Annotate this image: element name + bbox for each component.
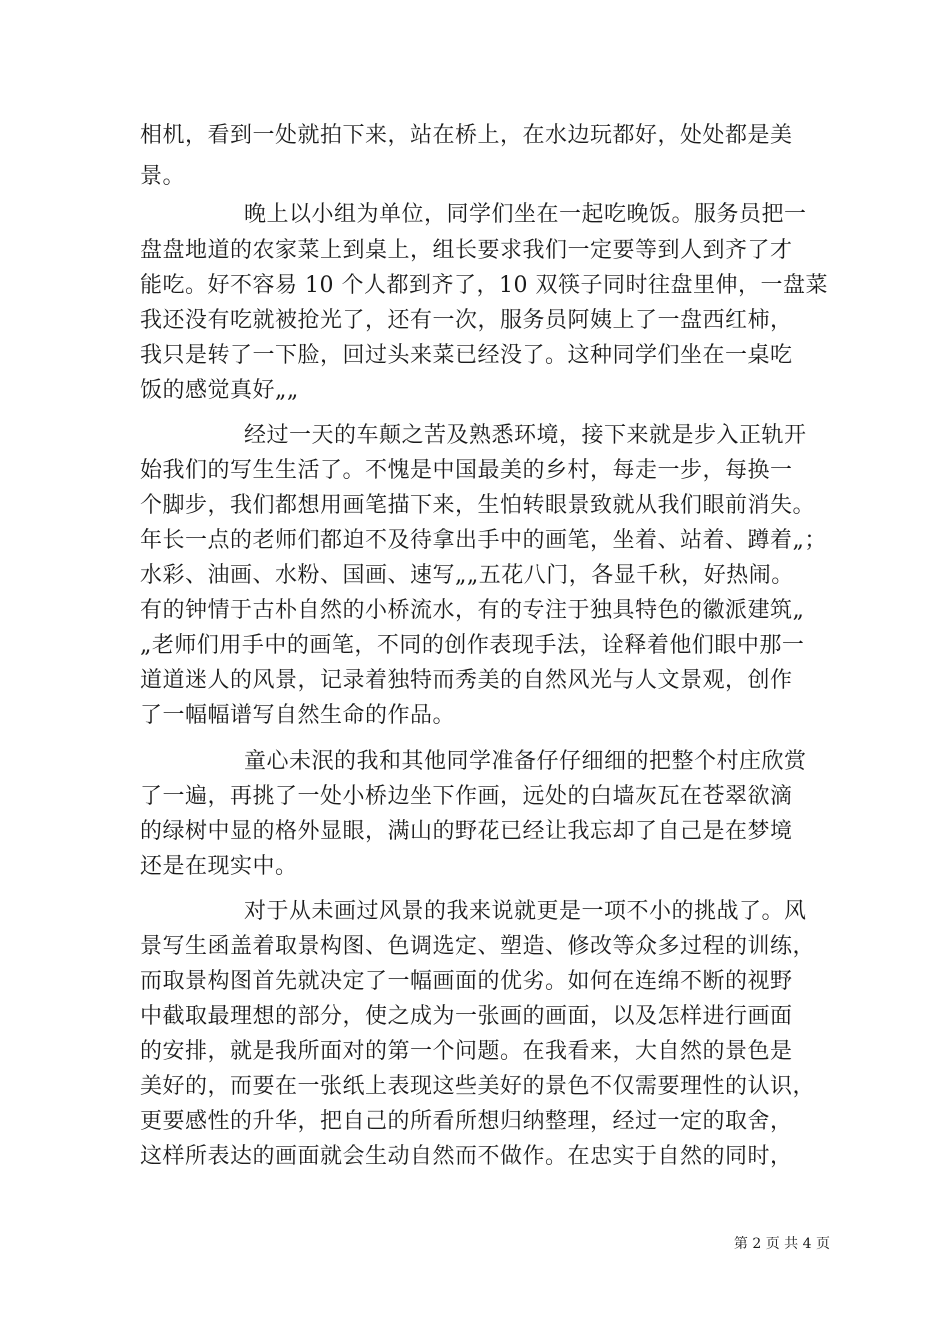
paragraph-start-line: 经过一天的车颠之苦及熟悉环境，接下来就是步入正轨开: [244, 423, 807, 448]
text-line: 的绿树中显的格外显眼，满山的野花已经让我忘却了自己是在梦境: [140, 819, 793, 844]
text-line: 我还没有吃就被抢光了，还有一次，服务员阿姨上了一盘西红柿，: [140, 308, 793, 333]
text-line: 还是在现实中。: [140, 854, 298, 879]
text-line: 了一幅幅谱写自然生命的作品。: [140, 703, 456, 728]
text-line: „老师们用手中的画笔，不同的创作表现手法，诠释着他们眼中那一: [140, 633, 805, 658]
text-line: 年长一点的老师们都迫不及待拿出手中的画笔，坐着、站着、蹲着„；: [140, 528, 827, 553]
text-line: 了一遍，再挑了一处小桥边坐下作画，远处的白墙灰瓦在苍翠欲滴: [140, 784, 793, 809]
text-line: 而取景构图首先就决定了一幅画面的优劣。如何在连绵不断的视野: [140, 969, 793, 994]
text-line: 美好的，而要在一张纸上表现这些美好的景色不仅需要理性的认识，: [140, 1074, 816, 1099]
text-line: 饭的感觉真好„„: [140, 378, 299, 403]
text-line: 有的钟情于古朴自然的小桥流水，有的专注于独具特色的徽派建筑„: [140, 598, 805, 623]
text-line: 景。: [140, 164, 186, 189]
paragraph-start-line: 晚上以小组为单位，同学们坐在一起吃晚饭。服务员把一: [244, 202, 807, 227]
text-line: 相机，看到一处就拍下来，站在桥上，在水边玩都好，处处都是美: [140, 123, 793, 148]
text-line: 盘盘地道的农家菜上到桌上，组长要求我们一定要等到人到齐了才: [140, 238, 793, 263]
text-line: 道道迷人的风景，记录着独特而秀美的自然风光与人文景观，创作: [140, 668, 793, 693]
text-line: 始我们的写生生活了。不愧是中国最美的乡村，每走一步，每换一: [140, 458, 793, 483]
paragraph-start-line: 对于从未画过风景的我来说就更是一项不小的挑战了。风: [244, 899, 807, 924]
text-line: 中截取最理想的部分，使之成为一张画的画面，以及怎样进行画面: [140, 1004, 793, 1029]
text-line: 能吃。好不容易 10 个人都到齐了，10 双筷子同时往盘里伸，一盘菜: [140, 273, 828, 298]
text-line: 水彩、油画、水粉、国画、速写„„五花八门，各显千秋，好热闹。: [140, 563, 794, 588]
paragraph-start-line: 童心未泯的我和其他同学准备仔仔细细的把整个村庄欣赏: [244, 749, 807, 774]
text-line: 个脚步，我们都想用画笔描下来，生怕转眼景致就从我们眼前消失。: [140, 493, 816, 518]
text-line: 这样所表达的画面就会生动自然而不做作。在忠实于自然的同时，: [140, 1144, 793, 1169]
text-line: 的安排，就是我所面对的第一个问题。在我看来，大自然的景色是: [140, 1039, 793, 1064]
page-number-footer: 第 2 页 共 4 页: [733, 1236, 830, 1252]
text-line: 我只是转了一下脸，回过头来菜已经没了。这种同学们坐在一桌吃: [140, 343, 793, 368]
text-line: 景写生函盖着取景构图、色调选定、塑造、修改等众多过程的训练，: [140, 934, 816, 959]
text-line: 更要感性的升华，把自己的所看所想归纳整理，经过一定的取舍，: [140, 1109, 793, 1134]
